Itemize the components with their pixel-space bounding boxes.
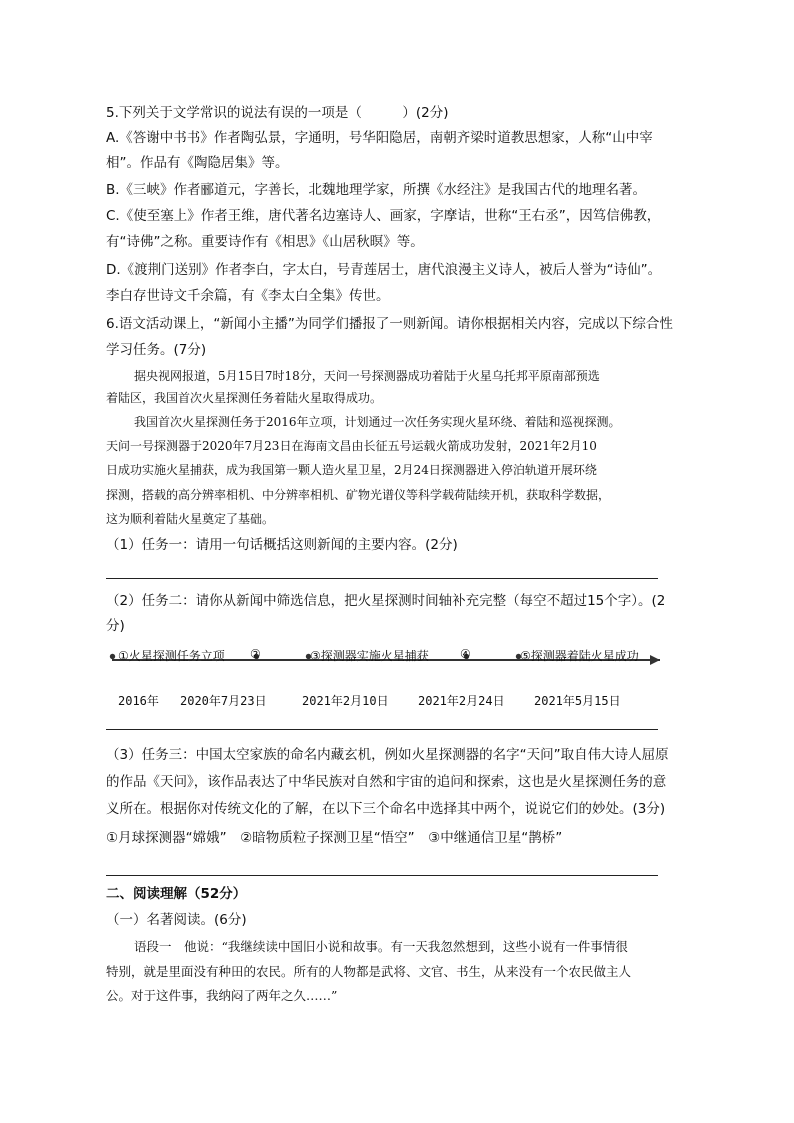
q5-stem: 5.下列关于文学常识的说法有误的一项是（ ）(2分) [106, 105, 449, 121]
q6-stem-line2: 学习任务。(7分) [106, 342, 207, 358]
timeline-label-1: ①火星探测任务立项 [118, 649, 225, 663]
timeline-date-4: 2021年2月24日 [418, 694, 505, 708]
news-p2-line5: 这为顺利着陆火星奠定了基础。 [106, 512, 275, 526]
q5-option-d-line2: 李白存世诗文千余篇，有《李太白全集》传世。 [106, 288, 390, 304]
task3-prompt-line2: 的作品《天问》，该作品表达了中华民族对自然和宇宙的追问和探索，这也是火星探测任务的意 [106, 774, 667, 790]
news-p2-line3: 日成功实施火星捕获，成为我国第一颗人造火星卫星，2月24日探测器进入停泊轨道开展环绕 [106, 463, 597, 477]
timeline-date-2: 2020年7月23日 [180, 694, 267, 708]
section2-heading: 二、阅读理解（52分） [106, 886, 247, 902]
task2-prompt-line1: （2）任务二：请你从新闻中筛选信息，把火星探测时间轴补充完整（每空不超过15个字）。(2 [106, 593, 666, 609]
excerpt-line3: 公。对于这件事，我纳闷了两年之久……” [106, 988, 338, 1003]
q5-option-c-line1: C.《使至塞上》作者王维，唐代著名边塞诗人、画家，字摩诘，世称“王右丞”，因笃信佛教， [106, 208, 661, 224]
q5-option-b: B.《三峡》作者郦道元，字善长，北魏地理学家，所撰《水经注》是我国古代的地理名著。 [106, 182, 647, 198]
news-p2-line1: 我国首次火星探测任务于2016年立项，计划通过一次任务实现火星环绕、着陆和巡视探测。 [134, 415, 621, 429]
q6-stem-line1: 6.语文活动课上，“新闻小主播”为同学们播报了一则新闻。请你根据相关内容，完成以下综合性 [106, 316, 673, 332]
excerpt-line1: 语段一 他说：“我继续读中国旧小说和故事。有一天我忽然想到，这些小说有一件事情很 [134, 939, 628, 954]
task2-prompt-line2: 分) [106, 618, 125, 634]
q5-option-a-line1: A.《答谢中书书》作者陶弘景，字通明，号华阳隐居，南朝齐梁时道教思想家，人称“山中宰 [106, 130, 653, 146]
timeline-label-3: ③探测器实施火星捕获 [310, 649, 429, 663]
news-p2-line4: 探测，搭载的高分辨率相机、中分辨率相机、矿物光谱仪等科学载荷陆续开机，获取科学数据， [106, 488, 611, 502]
timeline-label-4: ④ [460, 647, 497, 661]
timeline-blank-4[interactable] [471, 648, 497, 661]
task2-divider [106, 729, 658, 730]
news-p1-line1: 据央视网报道，5月15日7时18分，天问一号探测器成功着陆于火星乌托邦平原南部预选 [134, 369, 600, 383]
timeline-blank-2[interactable] [261, 648, 287, 661]
task3-prompt-line3: 义所在。根据你对传统文化的了解，在以下三个命名中选择其中两个，说说它们的妙处。(3分) [106, 801, 666, 817]
task3-prompt-line1: （3）任务三：中国太空家族的命名内藏玄机，例如火星探测器的名字“天问”取自伟大诗人屈原 [106, 747, 669, 763]
q5-option-d-line1: D.《渡荆门送别》作者李白，字太白，号青莲居士，唐代浪漫主义诗人，被后人誉为“诗仙”。 [106, 262, 662, 278]
timeline-label-2: ② [250, 647, 287, 661]
task3-answer-line[interactable] [106, 875, 658, 876]
task1-prompt: （1）任务一：请用一句话概括这则新闻的主要内容。(2分) [106, 537, 458, 553]
timeline-arrow-icon [650, 655, 660, 665]
timeline-date-3: 2021年2月10日 [302, 694, 389, 708]
news-p2-line2: 天问一号探测器于2020年7月23日在海南文昌由长征五号运载火箭成功发射，2021年2月10 [106, 439, 597, 453]
news-p1-line2: 着陆区，我国首次火星探测任务着陆火星取得成功。 [106, 391, 383, 405]
q5-option-a-line2: 相”。作品有《陶隐居集》等。 [106, 155, 289, 171]
task1-answer-line[interactable] [106, 578, 658, 579]
q5-option-c-line2: 有“诗佛”之称。重要诗作有《相思》《山居秋暝》等。 [106, 234, 424, 250]
timeline-date-1: 2016年 [118, 694, 159, 708]
timeline-node-1 [108, 652, 117, 661]
timeline-label-5: ⑤探测器着陆火星成功 [520, 649, 639, 663]
section2-subheading: （一）名著阅读。(6分) [106, 912, 247, 928]
excerpt-line2: 特别，就是里面没有种田的农民。所有的人物都是武将、文官、书生，从来没有一个农民做主人 [106, 964, 632, 979]
timeline-date-5: 2021年5月15日 [534, 694, 621, 708]
task3-options: ①月球探测器“嫦娥” ②暗物质粒子探测卫星“悟空” ③中继通信卫星“鹊桥” [106, 830, 563, 846]
